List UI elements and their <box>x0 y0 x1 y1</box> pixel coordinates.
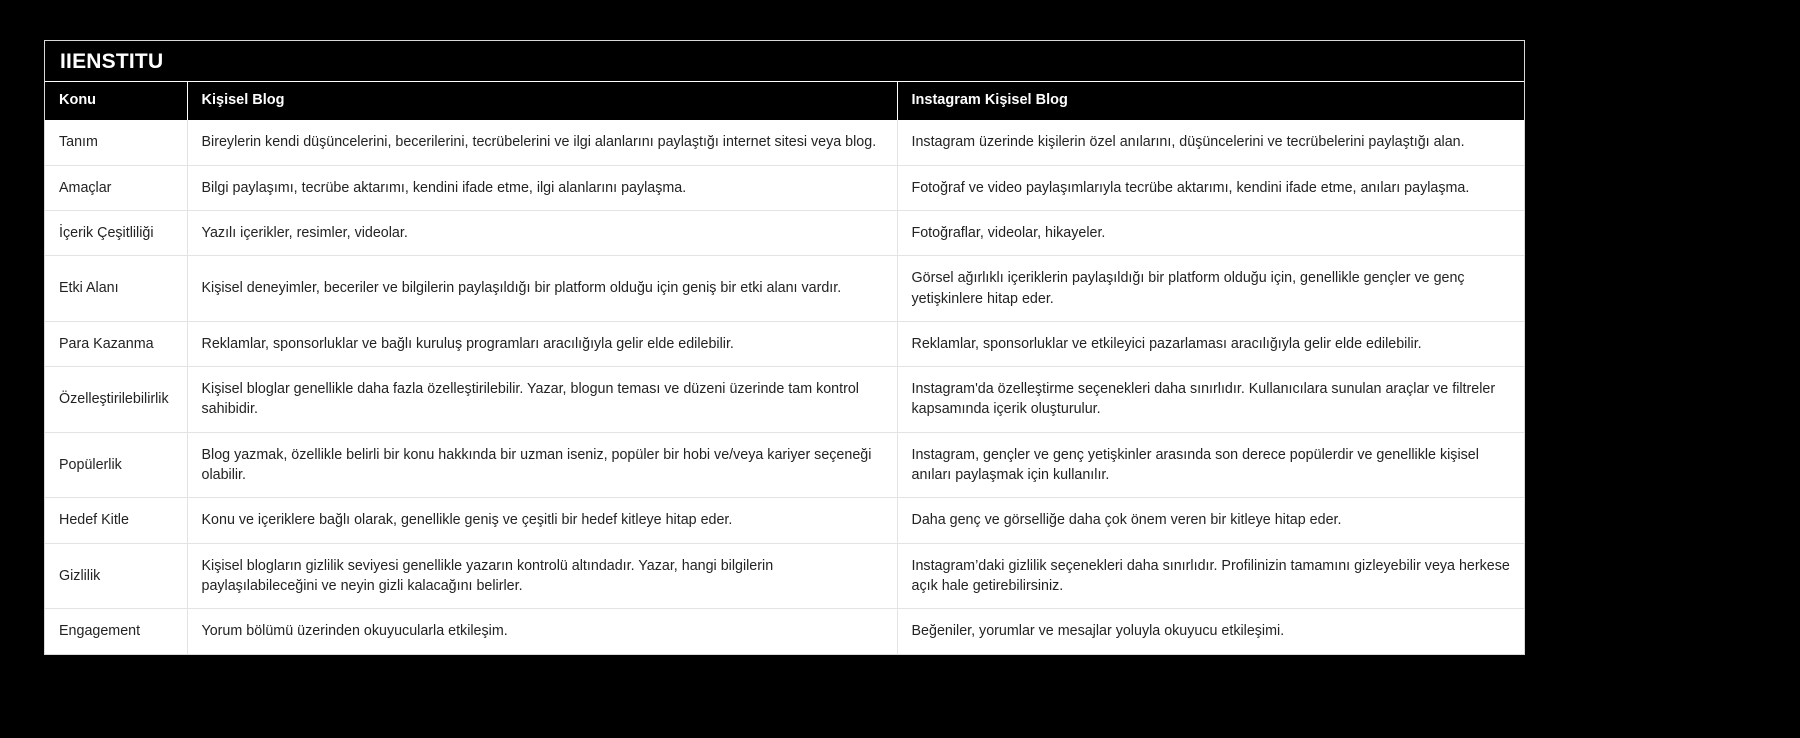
column-header-kisisel-blog: Kişisel Blog <box>187 82 897 120</box>
cell-instagram-kisisel-blog: Instagram’daki gizlilik seçenekleri daha sınırlıdır. Profilinizin tamamını gizleyebilir veya herkese açık hale getirebilirsiniz. <box>897 543 1524 609</box>
brand-header <box>45 41 1524 82</box>
cell-konu: Para Kazanma <box>45 321 187 366</box>
cell-konu: Gizlilik <box>45 543 187 609</box>
cell-instagram-kisisel-blog: Instagram üzerinde kişilerin özel anılarını, düşüncelerini ve tecrübelerini paylaştığı alan. <box>911 134 1465 151</box>
cell-kisisel-blog: Kişisel deneyimler, beceriler ve bilgilerin paylaşıldığı bir platform olduğu için geniş bir etki alanı vardır. <box>187 256 897 322</box>
cell-instagram-kisisel-blog: Instagram, gençler ve genç yetişkinler arasında son derece popülerdir ve genellikle kişisel anıları paylaşmak için kullanılır. <box>897 432 1524 498</box>
cell-konu: Engagement <box>45 609 187 654</box>
cell-kisisel-blog: Yorum bölümü üzerinden okuyucularla etkileşim. <box>187 609 897 654</box>
cell-instagram-kisisel-blog: Instagram'da özelleştirme seçenekleri daha sınırlıdır. Kullanıcılara sunulan araçlar ve filtreler kapsamında içerik oluşturulur. <box>897 367 1524 433</box>
table-row <box>45 367 1524 433</box>
cell-kisisel-blog: Kişisel blogların gizlilik seviyesi genellikle yazarın kontrolü altındadır. Yazar, hangi bilgilerin paylaşılabileceğini ve neyin gizli kalacağını belirler. <box>187 543 897 609</box>
cell-konu: Özelleştirilebilirlik <box>45 367 187 433</box>
comparison-table <box>45 82 1524 654</box>
cell-konu: Tanım <box>45 120 187 165</box>
cell-instagram-kisisel-blog: Daha genç ve görselliğe daha çok önem veren bir kitleye hitap eder. <box>897 498 1524 543</box>
table-header-row-group <box>45 82 1524 120</box>
table-row <box>45 210 1524 255</box>
column-header-konu: Konu <box>45 82 187 120</box>
cell-instagram-kisisel-blog: Görsel ağırlıklı içeriklerin paylaşıldığı bir platform olduğu için, genellikle gençler ve genç yetişkinlere hitap eder. <box>897 256 1524 322</box>
cell-instagram-kisisel-blog: Beğeniler, yorumlar ve mesajlar yoluyla okuyucu etkileşimi. <box>897 609 1524 654</box>
cell-konu: İçerik Çeşitliliği <box>45 210 187 255</box>
table-row <box>45 543 1524 609</box>
cell-instagram-kisisel-blog: Fotoğraf ve video paylaşımlarıyla tecrübe aktarımı, kendini ifade etme, anıları paylaşma. <box>897 165 1524 210</box>
cell-kisisel-blog: Bireylerin kendi düşüncelerini, becerilerini, tecrübelerini ve ilgi alanlarını paylaştığı internet sitesi veya blog. <box>187 120 897 165</box>
comparison-table-card <box>44 40 1525 655</box>
cell-konu: Etki Alanı <box>45 256 187 322</box>
table-row <box>45 498 1524 543</box>
cell-kisisel-blog: Reklamlar, sponsorluklar ve bağlı kuruluş programları aracılığıyla gelir elde edilebilir. <box>187 321 897 366</box>
cell-kisisel-blog: Yazılı içerikler, resimler, videolar. <box>187 210 897 255</box>
cell-konu: Hedef Kitle <box>45 498 187 543</box>
cell-kisisel-blog: Blog yazmak, özellikle belirli bir konu hakkında bir uzman iseniz, popüler bir hobi ve/veya kariyer seçeneği olabilir. <box>187 432 897 498</box>
cell-kisisel-blog: Bilgi paylaşımı, tecrübe aktarımı, kendini ifade etme, ilgi alanlarını paylaşma. <box>187 165 897 210</box>
table-row <box>45 165 1524 210</box>
cell-kisisel-blog: Konu ve içeriklere bağlı olarak, genellikle geniş ve çeşitli bir hedef kitleye hitap eder. <box>187 498 897 543</box>
cell-instagram-kisisel-blog: Fotoğraflar, videolar, hikayeler. <box>897 210 1524 255</box>
table-row <box>45 609 1524 654</box>
brand-title: IIENSTITU <box>60 49 164 73</box>
table-row <box>45 321 1524 366</box>
table-header-row <box>45 82 1524 120</box>
cell-kisisel-blog: Kişisel bloglar genellikle daha fazla özelleştirilebilir. Yazar, blogun teması ve düzeni üzerinde tam kontrol sahibidir. <box>187 367 897 433</box>
cell-instagram-kisisel-blog: Reklamlar, sponsorluklar ve etkileyici pazarlaması aracılığıyla gelir elde edilebilir. <box>897 321 1524 366</box>
cell-konu: Popülerlik <box>45 432 187 498</box>
column-header-instagram-kisisel-blog: Instagram Kişisel Blog <box>897 82 1524 120</box>
table-row <box>45 256 1524 322</box>
table-row <box>45 432 1524 498</box>
table-row <box>45 120 1524 165</box>
table-body <box>45 120 1524 653</box>
cell-konu: Amaçlar <box>45 165 187 210</box>
